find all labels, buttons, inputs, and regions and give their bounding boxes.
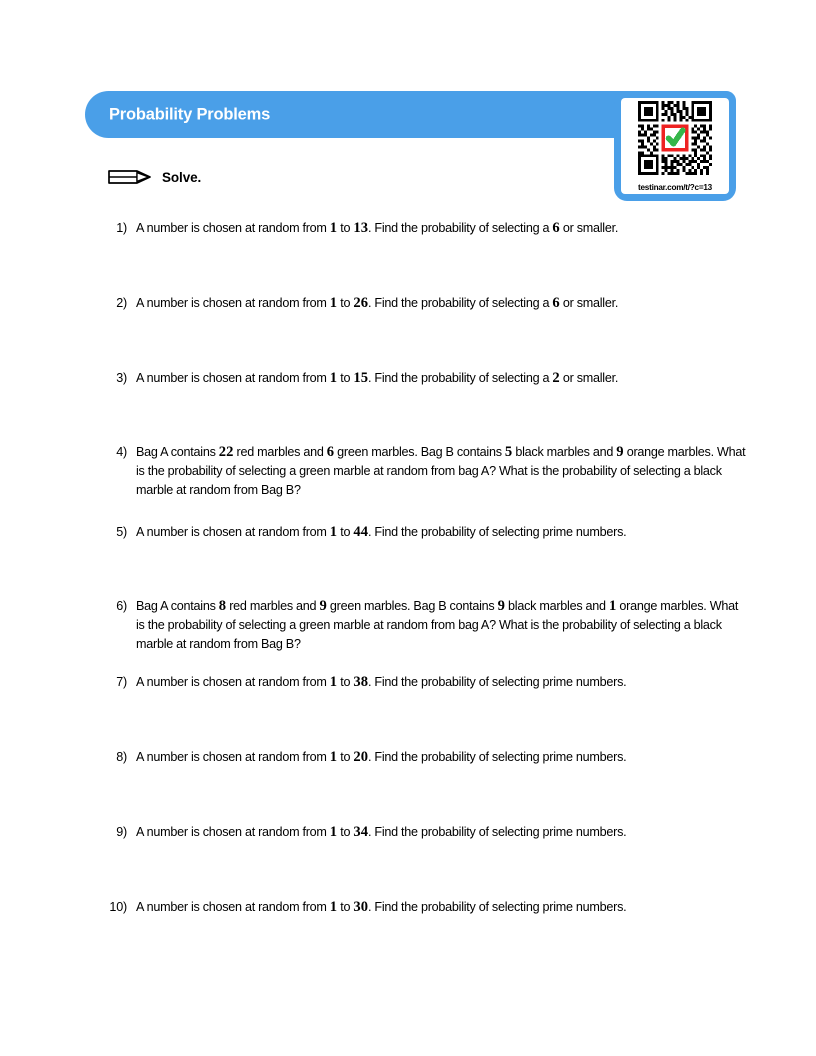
question-value: 1	[329, 824, 338, 840]
qr-badge[interactable]	[614, 91, 736, 201]
question-item	[108, 523, 748, 542]
question-value: 9	[319, 598, 327, 614]
question-item	[108, 219, 748, 238]
question-number: 4)	[116, 445, 127, 459]
question-item	[108, 898, 748, 917]
question-text: A number is chosen at random from 1 to 26. Find the probability of selecting a 6 or smaller.	[136, 295, 619, 311]
question-value: 34	[353, 824, 368, 840]
question-value: 9	[497, 598, 505, 614]
question-value: 5	[504, 444, 513, 460]
question-item	[108, 597, 748, 654]
question-number: 7)	[116, 675, 127, 689]
question-value: 15	[353, 370, 368, 386]
question-value: 1	[329, 749, 338, 765]
instruction-row	[107, 166, 201, 188]
question-value: 1	[329, 674, 338, 690]
question-item	[108, 294, 748, 313]
question-text: A number is chosen at random from 1 to 44. Find the probability of selecting prime numbers.	[136, 524, 627, 540]
question-number: 5)	[116, 525, 127, 539]
question-item	[108, 673, 748, 692]
question-text: A number is chosen at random from 1 to 34. Find the probability of selecting prime numbers.	[136, 824, 627, 840]
page-title: Probability Problems	[109, 105, 271, 123]
qr-inner-panel	[621, 98, 729, 194]
question-text: Bag A contains 8 red marbles and 9 green marbles. Bag B contains 9 black marbles and 1 orange marbles. What is the probability of selecting a green marble at random from bag A? What is the probability of selecting a black marble at random from Bag B?	[136, 598, 739, 651]
question-value: 9	[616, 444, 624, 460]
question-text: Bag A contains 22 red marbles and 6 green marbles. Bag B contains 5 black marbles and 9 orange marbles. What is the probability of selecting a green marble at random from bag A? What is the probability of selecting a black marble at random from Bag B?	[136, 444, 746, 497]
pencil-icon	[107, 167, 153, 187]
question-item	[108, 748, 748, 767]
question-text: A number is chosen at random from 1 to 30. Find the probability of selecting prime numbers.	[136, 899, 627, 915]
question-value: 1	[329, 295, 338, 311]
question-value: 1	[329, 220, 338, 236]
question-text: A number is chosen at random from 1 to 20. Find the probability of selecting prime numbers.	[136, 749, 627, 765]
question-value: 1	[608, 598, 617, 614]
question-value: 26	[353, 295, 368, 311]
question-item	[108, 369, 748, 388]
instruction-label: Solve.	[162, 169, 202, 185]
question-number: 10)	[109, 900, 127, 914]
question-value: 1	[329, 524, 338, 540]
question-value: 8	[218, 598, 227, 614]
question-number: 9)	[116, 825, 127, 839]
question-value: 20	[353, 749, 368, 765]
question-item	[108, 443, 748, 500]
question-number: 1)	[116, 221, 127, 235]
qr-code-icon	[625, 101, 725, 175]
question-text: A number is chosen at random from 1 to 13. Find the probability of selecting a 6 or smaller.	[136, 220, 619, 236]
question-value: 13	[353, 220, 368, 236]
question-number: 8)	[116, 750, 127, 764]
question-value: 6	[326, 444, 335, 460]
question-text: A number is chosen at random from 1 to 15. Find the probability of selecting a 2 or smaller.	[136, 370, 619, 386]
question-item	[108, 823, 748, 842]
question-value: 6	[552, 220, 560, 236]
question-value: 1	[329, 899, 338, 915]
question-text: A number is chosen at random from 1 to 38. Find the probability of selecting prime numbers.	[136, 674, 627, 690]
question-value: 2	[552, 370, 560, 386]
question-value: 38	[353, 674, 368, 690]
question-number: 2)	[116, 296, 127, 310]
question-value: 6	[552, 295, 560, 311]
question-number: 6)	[116, 599, 127, 613]
question-value: 30	[353, 899, 368, 915]
question-value: 44	[353, 524, 368, 540]
question-number: 3)	[116, 371, 127, 385]
qr-url-label: testinar.com/t/?c=13	[638, 183, 712, 192]
question-value: 1	[329, 370, 338, 386]
question-value: 22	[218, 444, 234, 460]
